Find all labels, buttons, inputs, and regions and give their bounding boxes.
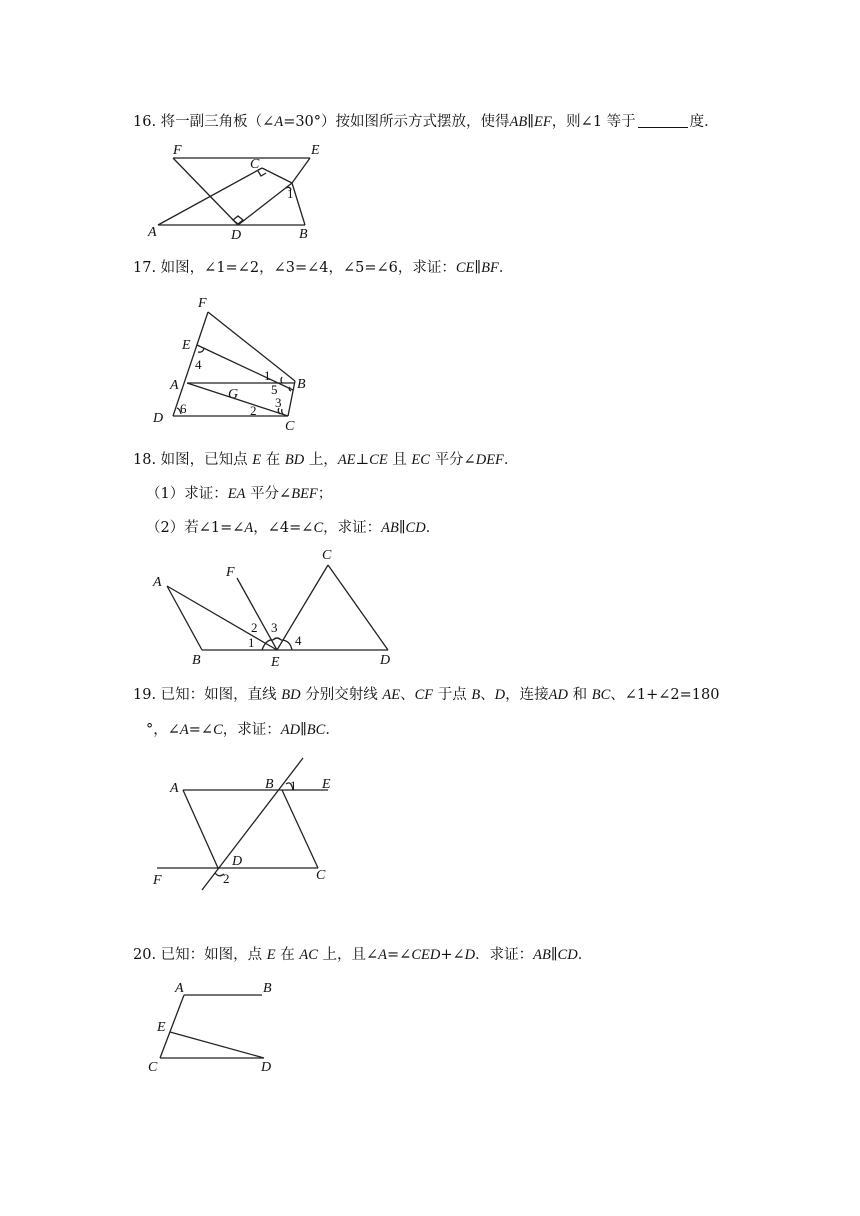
- label-A: A: [148, 225, 157, 240]
- label-G: G: [228, 387, 239, 402]
- label-D: D: [231, 228, 242, 243]
- var: BC: [591, 687, 611, 703]
- text: ⊥: [355, 452, 370, 468]
- text: 、: [400, 687, 415, 703]
- text: 和: [572, 687, 588, 703]
- text: 、∠1+∠2=180: [610, 687, 720, 703]
- text: ，求证：: [222, 722, 281, 738]
- text: ．: [425, 520, 441, 536]
- question-20: [133, 945, 592, 965]
- label-A: A: [175, 981, 184, 996]
- question-number: 18.: [133, 452, 157, 468]
- var: C: [313, 520, 324, 536]
- var: AD: [548, 687, 568, 703]
- label-C: C: [285, 419, 295, 434]
- question-number: 19.: [133, 687, 157, 703]
- label-C: C: [148, 1060, 158, 1075]
- var: E: [252, 452, 262, 468]
- label-D: D: [380, 653, 391, 668]
- angle-2: 2: [223, 871, 230, 886]
- var: CE: [455, 260, 475, 276]
- text: ，∠4=∠: [253, 520, 314, 536]
- text: +∠: [440, 947, 465, 963]
- text: ；: [317, 486, 333, 502]
- figure-19: [140, 750, 370, 900]
- var: AC: [299, 947, 318, 963]
- var: CE: [369, 452, 388, 468]
- text: 上，且∠: [322, 947, 379, 963]
- var: C: [213, 722, 223, 738]
- var: A: [244, 520, 254, 536]
- angle-1: 1: [290, 778, 297, 793]
- text: ，则∠1 等于: [551, 114, 636, 130]
- figure-16: [140, 138, 360, 248]
- figure-18: [140, 540, 410, 670]
- label-A: A: [153, 575, 162, 590]
- text: 上，: [308, 452, 338, 468]
- label-E: E: [322, 777, 331, 792]
- var: EA: [227, 486, 246, 502]
- label-E: E: [311, 143, 320, 158]
- angle-1: 1: [287, 186, 294, 201]
- var: BF: [481, 260, 499, 276]
- text: 平分∠: [434, 452, 476, 468]
- answer-blank[interactable]: [638, 113, 688, 128]
- label-D: D: [261, 1060, 272, 1075]
- label-A: A: [170, 378, 179, 393]
- question-number: 16.: [133, 114, 157, 130]
- angle-1: 1: [248, 635, 255, 650]
- var: A: [378, 947, 388, 963]
- label-A: A: [170, 781, 179, 796]
- question-17: [133, 258, 513, 278]
- var: AE: [382, 687, 401, 703]
- figure-17: [140, 290, 320, 440]
- var: AD: [280, 722, 301, 738]
- var: A: [274, 114, 284, 130]
- label-C: C: [316, 868, 326, 883]
- var: AE: [337, 452, 356, 468]
- text: 在: [265, 452, 281, 468]
- parallel-symbol: ∥: [300, 722, 307, 738]
- var: BC: [306, 722, 326, 738]
- angle-1: 1: [264, 368, 271, 383]
- var: CD: [557, 947, 578, 963]
- parallel-symbol: ∥: [398, 520, 406, 536]
- question-19-line-2: [146, 720, 340, 740]
- question-18-part-2: [146, 518, 440, 538]
- label-E: E: [182, 338, 191, 353]
- text: ．: [325, 722, 340, 738]
- text: 分别交射线: [305, 687, 378, 703]
- label-D: D: [153, 411, 164, 426]
- var: BEF: [291, 486, 318, 502]
- var: D: [464, 947, 476, 963]
- var: EF: [533, 114, 552, 130]
- angle-4: 4: [195, 357, 202, 372]
- text: （2）若∠1=∠: [146, 520, 245, 536]
- question-16: [133, 112, 719, 132]
- text: 如图，∠1=∠2，∠3=∠4，∠5=∠6，求证：: [160, 260, 456, 276]
- text: ．: [498, 260, 514, 276]
- text: 已知：如图，直线: [160, 687, 277, 703]
- text: 在: [280, 947, 295, 963]
- var: CD: [405, 520, 426, 536]
- text: =∠: [188, 722, 214, 738]
- var: AB: [533, 947, 551, 963]
- var: CF: [414, 687, 434, 703]
- label-B: B: [265, 777, 274, 792]
- angle-6: 6: [180, 401, 187, 416]
- text: ．求证：: [475, 947, 534, 963]
- figure-20: [140, 975, 300, 1080]
- label-E: E: [271, 655, 280, 670]
- label-B: B: [263, 981, 272, 996]
- var: DEF: [475, 452, 504, 468]
- label-B: B: [192, 653, 201, 668]
- var: D: [494, 687, 506, 703]
- var: EC: [411, 452, 430, 468]
- text: =∠: [387, 947, 412, 963]
- text: 将一副三角板（∠: [160, 114, 275, 130]
- var: AB: [509, 114, 528, 130]
- text: 、: [480, 687, 495, 703]
- parallel-symbol: ∥: [474, 260, 482, 276]
- var: AB: [381, 520, 399, 536]
- text: 如图，已知点: [160, 452, 248, 468]
- label-F: F: [173, 143, 182, 158]
- text: =30°）按如图所示方式摆放，使得: [283, 114, 510, 130]
- label-F: F: [198, 296, 207, 311]
- question-18: [133, 450, 518, 470]
- label-B: B: [299, 227, 308, 242]
- var: BD: [281, 687, 301, 703]
- text: 度．: [689, 114, 719, 130]
- angle-5: 5: [271, 382, 278, 397]
- label-B: B: [297, 377, 306, 392]
- text: ．: [577, 947, 593, 963]
- text: °，∠: [146, 722, 180, 738]
- var: E: [266, 947, 276, 963]
- label-C: C: [322, 548, 332, 563]
- angle-4: 4: [295, 633, 302, 648]
- text: （1）求证：: [146, 486, 228, 502]
- label-F: F: [153, 873, 162, 888]
- label-D: D: [232, 854, 243, 869]
- var: B: [471, 687, 481, 703]
- var: CED: [411, 947, 441, 963]
- text: 已知：如图，点: [160, 947, 263, 963]
- angle-3: 3: [275, 395, 282, 410]
- question-18-part-1: [146, 484, 332, 504]
- question-number: 20.: [133, 947, 157, 963]
- label-E: E: [157, 1020, 166, 1035]
- var: BD: [284, 452, 305, 468]
- parallel-symbol: ∥: [550, 947, 558, 963]
- question-number: 17.: [133, 260, 157, 276]
- text: 平分∠: [250, 486, 292, 502]
- label-C: C: [250, 157, 260, 172]
- parallel-symbol: ∥: [527, 114, 534, 130]
- angle-2: 2: [250, 403, 257, 418]
- var: A: [179, 722, 189, 738]
- text: ，连接: [505, 687, 549, 703]
- text: ，求证：: [323, 520, 382, 536]
- text: ．: [503, 452, 519, 468]
- angle-2: 2: [251, 620, 258, 635]
- label-F: F: [226, 565, 235, 580]
- text: 且: [392, 452, 407, 468]
- text: 于点: [437, 687, 467, 703]
- angle-3: 3: [271, 620, 278, 635]
- question-19: [133, 685, 719, 705]
